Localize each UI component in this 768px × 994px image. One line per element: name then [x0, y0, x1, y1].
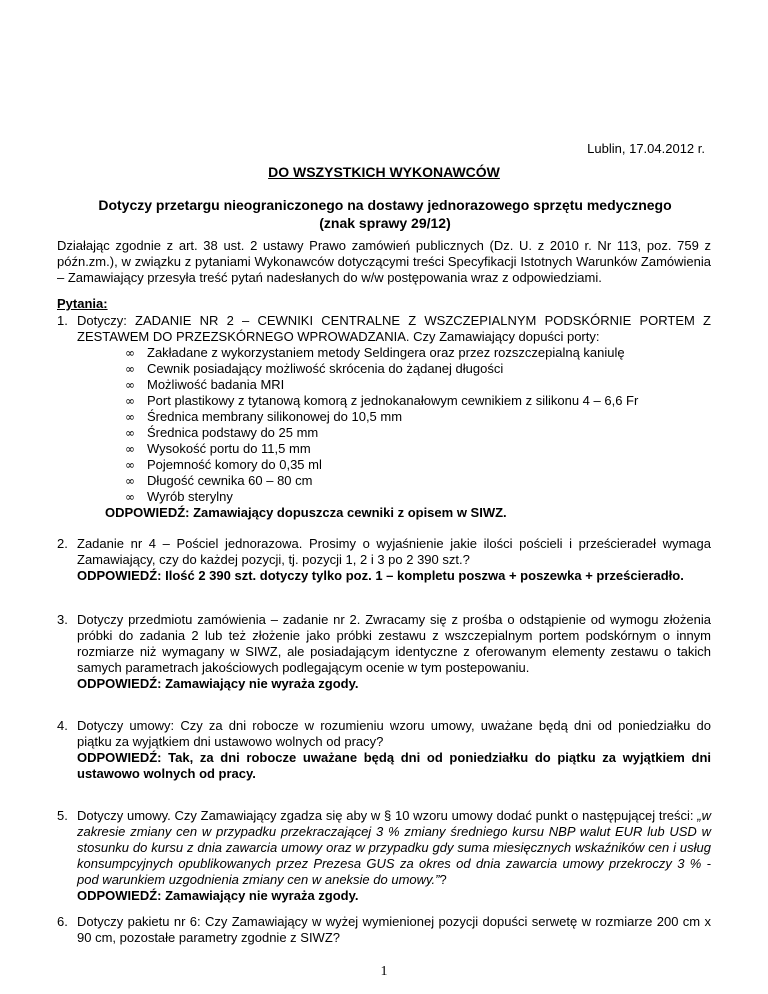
subject-line-2: (znak sprawy 29/12): [319, 215, 451, 231]
subject-line-1: Dotyczy przetargu nieograniczonego na dostawy jednorazowego sprzętu medycznego: [98, 197, 672, 213]
question-4: [57, 718, 711, 782]
question-5: [57, 808, 711, 904]
question-text: Dotyczy: ZADANIE NR 2 – CEWNIKI CENTRALNE Z WSZCZEPIALNYM PODSKÓRNIE PORTEM Z ZESTAWEM DO PRZEZSKÓRNEGO WPROWADZANIA. Czy Zamawiający dopuści porty:: [77, 313, 711, 344]
list-item: ∞ Pojemność komory do 0,35 ml: [125, 457, 322, 472]
infinity-bullet-icon: ∞: [125, 378, 135, 392]
infinity-bullet-icon: ∞: [125, 410, 135, 424]
answer-text: ODPOWIEDŹ: Zamawiający nie wyraża zgody.: [77, 888, 359, 903]
list-item: ∞ Zakładane z wykorzystaniem metody Seldingera oraz przez rozszczepialną kaniulę: [125, 345, 625, 360]
infinity-bullet-icon: ∞: [125, 474, 135, 488]
infinity-bullet-icon: ∞: [125, 362, 135, 376]
list-item: ∞ Średnica membrany silikonowej do 10,5 mm: [125, 409, 403, 424]
question-2: [57, 536, 711, 584]
list-item: ∞ Wyrób sterylny: [125, 489, 233, 504]
question-6: [57, 914, 711, 946]
question-number: 3.: [57, 612, 68, 627]
question-text: Dotyczy umowy: Czy za dni robocze w rozumieniu wzoru umowy, uważane będą dni od poniedziałku do piątku za wyjątkiem dni ustawowo wolnych od pracy?: [77, 718, 711, 749]
document-title: DO WSZYSTKICH WYKONAWCÓW: [268, 164, 500, 180]
question-1: [57, 313, 711, 521]
question-text: Dotyczy umowy. Czy Zamawiający zgadza się aby w § 10 wzoru umowy dodać punkt o następującej treści: „w zakresie zmiany cen w przypadku przekraczającej 3 % zmiany średniego kursu NBP walut EUR lub USD w stosunku do kursu z dnia zawarcia umowy oraz w przypadku gdy suma miesięcznych wskaźników cen i usług konsumpcyjnych opublikowanych przez Prezesa GUS za okres od dnia zawarcia umowy przekroczy 3 % - pod warunkiem uzgodnienia zmiany cen w aneksie do umowy.”?: [77, 808, 711, 887]
answer-text: ODPOWIEDŹ: Ilość 2 390 szt. dotyczy tylko poz. 1 – kompletu poszwa + poszewka + prześcieradło.: [77, 568, 684, 583]
document-subject: [60, 196, 710, 232]
document-date: Lublin, 17.04.2012 r.: [587, 141, 705, 156]
list-item: ∞ Wysokość portu do 11,5 mm: [125, 441, 311, 456]
list-item: ∞ Cewnik posiadający możliwość skrócenia do żądanej długości: [125, 361, 504, 376]
question-text: Dotyczy pakietu nr 6: Czy Zamawiający w wyżej wymienionej pozycji dopuści serwetę w rozmiarze 200 cm x 90 cm, pozostałe parametry zgodnie z SIWZ?: [77, 914, 711, 945]
list-item: ∞ Port plastikowy z tytanową komorą z jednokanałowym cewnikiem z silikonu 4 – 6,6 Fr: [125, 393, 639, 408]
answer-text: ODPOWIEDŹ: Zamawiający dopuszcza cewniki z opisem w SIWZ.: [105, 505, 507, 520]
list-item: ∞ Średnica podstawy do 25 mm: [125, 425, 319, 440]
question-text: Zadanie nr 4 – Pościel jednorazowa. Prosimy o wyjaśnienie jakie ilości pościeli i prześcieradeł wymaga Zamawiający, czy do każdej pozycji, tj. pozycji 1, 2 i 3 po 2 390 szt.?: [77, 536, 711, 567]
infinity-bullet-icon: ∞: [125, 442, 135, 456]
infinity-bullet-icon: ∞: [125, 394, 135, 408]
list-item: ∞ Możliwość badania MRI: [125, 377, 285, 392]
bullet-list: [77, 345, 711, 505]
question-number: 4.: [57, 718, 68, 733]
questions-heading: Pytania:: [57, 296, 108, 311]
question-number: 1.: [57, 313, 68, 328]
infinity-bullet-icon: ∞: [125, 346, 135, 360]
infinity-bullet-icon: ∞: [125, 458, 135, 472]
answer-text: ODPOWIEDŹ: Zamawiający nie wyraża zgody.: [77, 676, 359, 691]
intro-paragraph: Działając zgodnie z art. 38 ust. 2 ustawy Prawo zamówień publicznych (Dz. U. z 2010 r. Nr 113, poz. 759 z późn.zm.), w związku z pytaniami Wykonawców dotyczącymi treści Specyfikacji Istotnych Warunków Zamówienia – Zamawiający przesyła treść pytań nadesłanych do w/w postępowania wraz z odpowiedziami.: [57, 238, 711, 285]
question-number: 6.: [57, 914, 68, 929]
page-number: 1: [380, 964, 388, 979]
question-number: 2.: [57, 536, 68, 551]
infinity-bullet-icon: ∞: [125, 490, 135, 504]
list-item: ∞ Długość cewnika 60 – 80 cm: [125, 473, 313, 488]
answer-text: ODPOWIEDŹ: Tak, za dni robocze uważane będą dni od poniedziałku do piątku za wyjątkiem dni ustawowo wolnych od pracy.: [77, 750, 711, 781]
quoted-clause: „w zakresie zmiany cen w przypadku przekraczającej 3 % zmiany średniego kursu NBP walut EUR lub USD w stosunku do kursu z dnia zawarcia umowy oraz w przypadku gdy suma miesięcznych wskaźników cen i usług konsumpcyjnych opublikowanych przez Prezesa GUS za okres od dnia zawarcia umowy przekroczy 3 % - pod warunkiem uzgodnienia zmiany cen w aneksie do umowy.”: [77, 808, 711, 887]
question-3: [57, 612, 711, 692]
question-number: 5.: [57, 808, 68, 823]
question-text: Dotyczy przedmiotu zamówienia – zadanie nr 2. Zwracamy się z prośba o odstąpienie od wymogu złożenia próbki do zadania 2 lub też złożenie jako próbki zestawu z wszczepialnym portem podskórnym o innym rozmiarze niż wymagany w SIWZ, ale posiadającym identyczne z oferowanym elementy zestawu o takich samych parametrach jakościowych podlegającym ocenie w tym postepowaniu.: [77, 612, 711, 675]
infinity-bullet-icon: ∞: [125, 426, 135, 440]
